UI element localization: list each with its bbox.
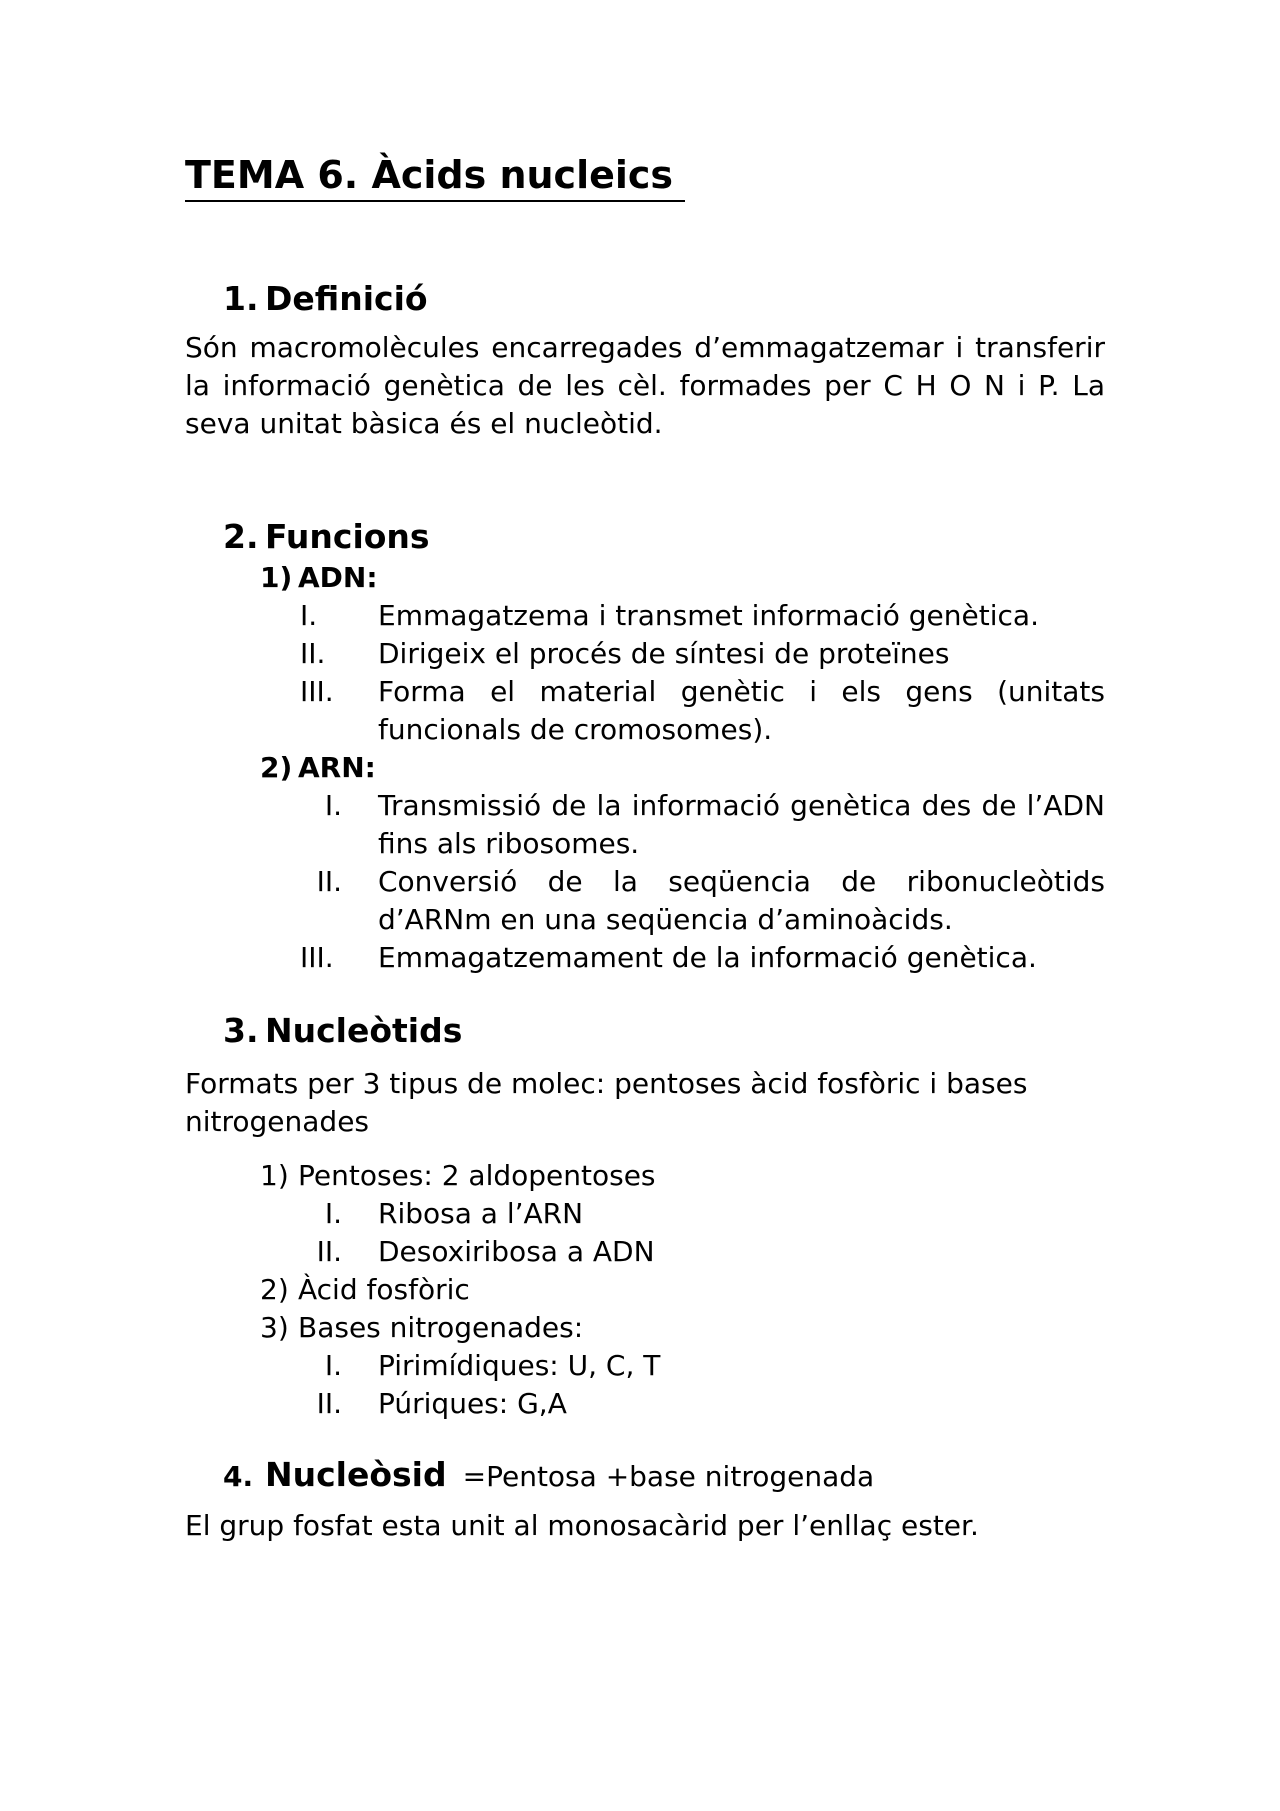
sub-label: Àcid fosfòric <box>298 1273 470 1306</box>
list-item-text: Ribosa a l’ARN <box>378 1197 584 1230</box>
list-item <box>185 939 1105 977</box>
section-title: Nucleòtids <box>265 1011 463 1050</box>
definition-paragraph: Són macromolècules encarregades d’emmagatzemar i transferir la informació genètica de les cèl. formades per C H O N i P. La seva unitat bàsica és el nucleòtid. <box>185 331 1105 440</box>
section-heading-definicio <box>185 277 1105 321</box>
roman-number: III. <box>300 941 334 974</box>
list-item <box>185 863 1105 939</box>
roman-number: I. <box>324 1349 342 1382</box>
section-title: Funcions <box>265 517 430 556</box>
sub-number: 1) <box>260 1159 289 1192</box>
sub-number: 1) <box>260 561 293 594</box>
roman-number: I. <box>324 789 342 822</box>
section-heading-nucleotids <box>185 1009 1105 1053</box>
roman-number: II. <box>316 1387 342 1420</box>
roman-number: II. <box>316 865 342 898</box>
list-item-text: Conversió de la seqüencia de ribonucleòtids d’ARNm en una seqüencia d’aminoàcids. <box>378 865 1105 936</box>
list-item-text: Pirimídiques: U, C, T <box>378 1349 661 1382</box>
list-item-text: Emmagatzemament de la informació genètica. <box>378 941 1037 974</box>
list-item-text: Forma el material genètic i els gens (unitats funcionals de cromosomes). <box>378 675 1105 746</box>
roman-number: III. <box>300 675 334 708</box>
list-item <box>185 1195 1105 1233</box>
sub-label: Pentoses: 2 aldopentoses <box>298 1159 656 1192</box>
section-number: 2. <box>223 517 259 556</box>
subheading-arn <box>185 749 1105 787</box>
document-page <box>185 150 1105 1545</box>
list-item-text: Emmagatzema i transmet informació genètica. <box>378 599 1039 632</box>
nucleosid-formula: =Pentosa +base nitrogenada <box>462 1460 875 1493</box>
nucleotids-paragraph: Formats per 3 tipus de molec: pentoses àcid fosfòric i bases nitrogenades <box>185 1067 1028 1138</box>
section-number: 3. <box>223 1011 259 1050</box>
list-item <box>185 1385 1105 1423</box>
section-title: Definició <box>265 279 428 318</box>
list-item <box>185 787 1105 863</box>
sub-label: ARN: <box>298 751 376 784</box>
list-item-text: Desoxiribosa a ADN <box>378 1235 655 1268</box>
list-item <box>185 635 1105 673</box>
nucleosid-paragraph: El grup fosfat esta unit al monosacàrid per l’enllaç ester. <box>185 1509 979 1542</box>
sub-label: ADN: <box>298 561 378 594</box>
roman-number: I. <box>300 599 318 632</box>
list-item <box>185 1347 1105 1385</box>
sub-number: 2) <box>260 751 293 784</box>
section-heading-nucleosid <box>185 1453 1105 1499</box>
sub-label: Bases nitrogenades: <box>298 1311 584 1344</box>
subheading-bases <box>185 1309 1105 1347</box>
section-heading-funcions <box>185 515 1105 559</box>
list-item-text: Transmissió de la informació genètica des de l’ADN fins als ribosomes. <box>378 789 1105 860</box>
list-item-text: Púriques: G,A <box>378 1387 567 1420</box>
section-title: Nucleòsid <box>265 1455 447 1494</box>
roman-number: II. <box>300 637 326 670</box>
section-number: 4. <box>223 1460 254 1493</box>
roman-number: II. <box>316 1235 342 1268</box>
list-item <box>185 673 1105 749</box>
roman-number: I. <box>324 1197 342 1230</box>
list-item <box>185 1233 1105 1271</box>
subheading-pentoses <box>185 1157 1105 1195</box>
sub-number: 2) <box>260 1273 289 1306</box>
page-title: TEMA 6. Àcids nucleics <box>185 150 685 202</box>
section-number: 1. <box>223 279 259 318</box>
list-item <box>185 597 1105 635</box>
sub-number: 3) <box>260 1311 289 1344</box>
list-item-text: Dirigeix el procés de síntesi de proteïnes <box>378 637 950 670</box>
subheading-adn <box>185 559 1105 597</box>
subheading-acid-fosforic <box>185 1271 1105 1309</box>
